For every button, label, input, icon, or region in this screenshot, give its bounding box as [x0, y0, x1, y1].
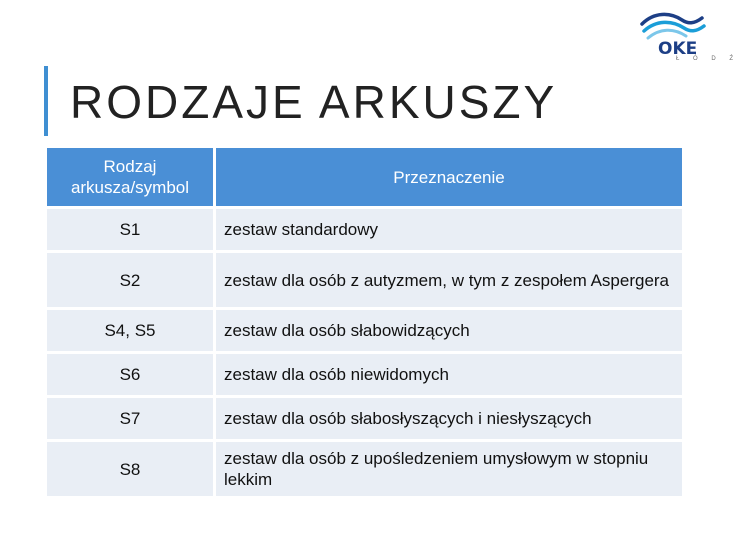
title-accent-bar: [44, 66, 48, 136]
header-purpose: Przeznaczenie: [216, 148, 682, 206]
row-symbol: S2: [47, 253, 213, 307]
logo-text: OKE: [658, 39, 698, 59]
table-row: [47, 354, 682, 395]
row-description: zestaw dla osób słabosłyszących i niesłyszących: [216, 398, 682, 439]
table-row: [47, 209, 682, 250]
header-symbol: Rodzaj arkusza/symbol: [47, 148, 213, 206]
row-symbol: S8: [47, 442, 213, 496]
row-description: zestaw dla osób z autyzmem, w tym z zespołem Aspergera: [216, 253, 682, 307]
sheet-types-table: [44, 145, 685, 499]
row-symbol: S7: [47, 398, 213, 439]
logo-subtext: Ł Ó D Ź: [676, 56, 739, 62]
row-symbol: S1: [47, 209, 213, 250]
table-row: [47, 310, 682, 351]
row-description: zestaw dla osób słabowidzących: [216, 310, 682, 351]
row-description: zestaw standardowy: [216, 209, 682, 250]
table-row: [47, 442, 682, 496]
table-header-row: [47, 148, 682, 206]
row-description: zestaw dla osób niewidomych: [216, 354, 682, 395]
table-row: [47, 253, 682, 307]
table-row: [47, 398, 682, 439]
row-symbol: S4, S5: [47, 310, 213, 351]
row-description: zestaw dla osób z upośledzeniem umysłowym w stopniu lekkim: [216, 442, 682, 496]
page-title: RODZAJE ARKUSZY: [70, 76, 558, 128]
row-symbol: S6: [47, 354, 213, 395]
